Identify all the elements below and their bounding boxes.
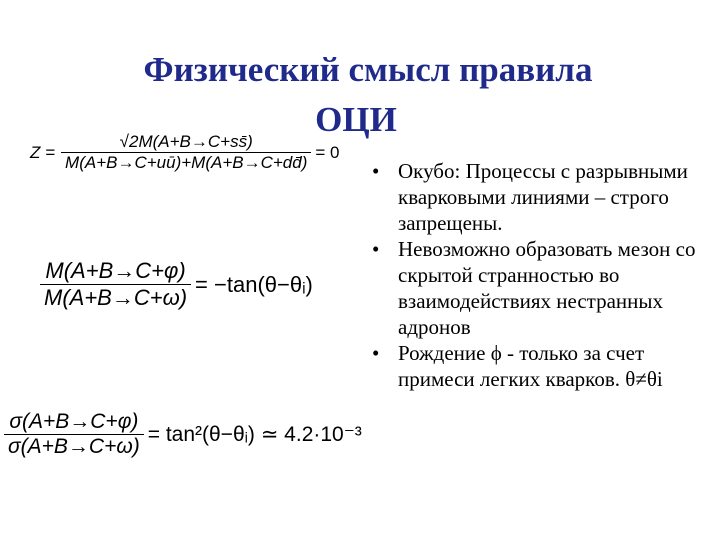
equation-z — [30, 132, 340, 173]
bullet-item-hidden-strangeness — [364, 236, 709, 340]
bullet-marker: • — [372, 159, 380, 183]
equation-cross-section-numerator: σ(A+B→C+φ) — [4, 410, 144, 435]
equation-z-denominator: M(A+B→C+uū)+M(A+B→C+dd̄) — [65, 153, 308, 172]
equation-amplitude-denominator: M(A+B→C+ω) — [44, 285, 188, 310]
bullet-text: Рождение ϕ - только за счет примеси легких кварков. θ≠θi — [398, 341, 663, 391]
equation-amplitude-fraction — [40, 258, 191, 311]
slide-title-line2: ОЦИ — [315, 100, 397, 139]
equation-z-numerator: √2M(A+B→C+ss̄) — [61, 132, 311, 153]
bullet-marker: • — [372, 341, 380, 365]
equation-amplitude-numerator: M(A+B→C+φ) — [40, 258, 191, 285]
bullet-marker: • — [372, 237, 380, 261]
bullet-text: Окубо: Процессы с разрывными кварковыми линиями – строго запрещены. — [398, 159, 688, 235]
equation-cross-section-denominator: σ(A+B→C+ω) — [8, 435, 140, 458]
bullet-item-okubo — [364, 158, 709, 236]
equation-amplitude-rhs: = −tan(θ−θᵢ) — [195, 271, 313, 297]
equation-z-fraction — [61, 132, 311, 173]
bullet-list — [364, 158, 709, 392]
bullet-item-phi-production — [364, 340, 709, 392]
bullet-text: Невозможно образовать мезон со скрытой странностью во взаимодействиях нестранных адронов — [398, 237, 696, 339]
equation-cross-section-ratio — [4, 410, 362, 459]
equation-z-lhs: Z = — [30, 142, 56, 162]
equation-z-rhs: = 0 — [315, 142, 340, 162]
slide-title-line1: Физический смысл правила — [143, 50, 593, 89]
equation-amplitude-ratio — [40, 258, 313, 311]
equation-cross-section-rhs: = tan²(θ−θᵢ) ≃ 4.2·10⁻³ — [147, 423, 362, 446]
equation-cross-section-fraction — [4, 410, 144, 459]
